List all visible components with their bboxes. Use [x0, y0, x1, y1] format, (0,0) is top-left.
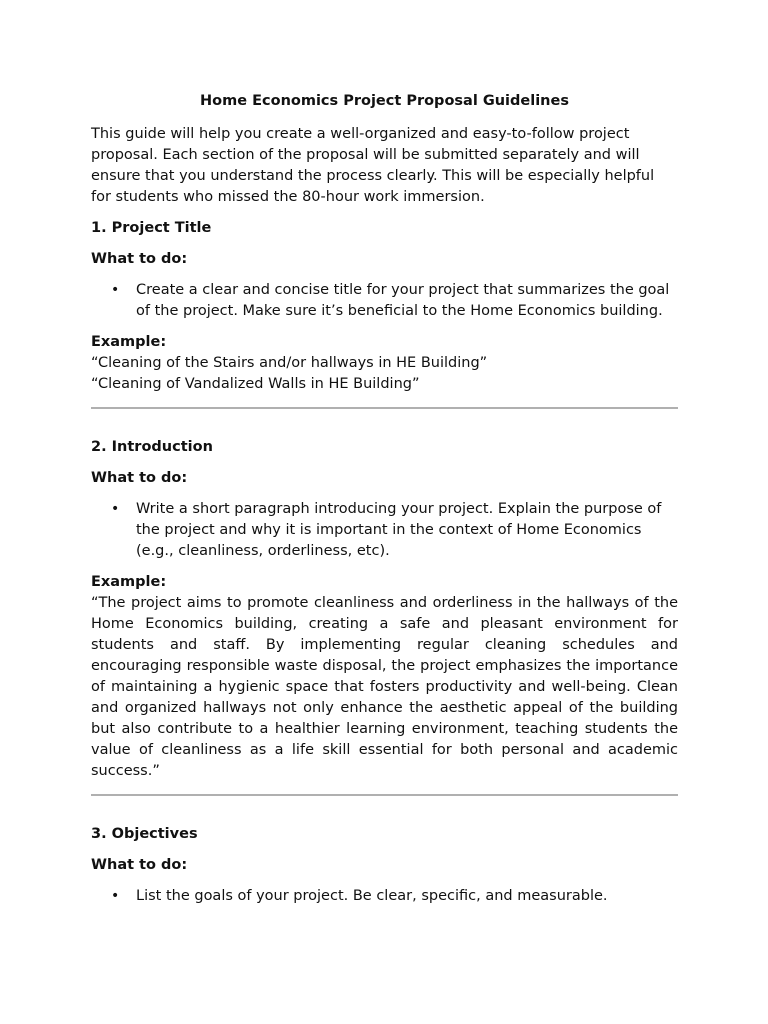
list-item — [91, 886, 678, 907]
bullet-icon: • — [111, 888, 120, 904]
example-line: “Cleaning of the Stairs and/or hallways in HE Building” — [91, 355, 488, 371]
intro-paragraph: This guide will help you create a well-organized and easy-to-follow project proposal. Each section of the proposal will be submitted separately and will ensure that you understand the process clearly. This will be especially helpful for students who missed the 80-hour work immersion. — [91, 126, 655, 205]
what-to-do-label: What to do: — [91, 470, 188, 486]
list-item-text: Write a short paragraph introducing your project. Explain the purpose of the project and why it is important in the context of Home Economics (e.g., cleanliness, orderliness, etc). — [136, 501, 662, 559]
document-page — [91, 88, 678, 917]
bullet-icon: • — [111, 282, 120, 298]
section-heading: 2. Introduction — [91, 439, 213, 455]
list-item-text: Create a clear and concise title for your project that summarizes the goal of the project. Make sure it’s beneficial to the Home Economics building. — [136, 282, 670, 319]
example-label: Example: — [91, 334, 167, 350]
section-divider — [91, 794, 678, 796]
example-line: “Cleaning of Vandalized Walls in HE Building” — [91, 376, 420, 392]
instruction-list — [91, 886, 678, 907]
instruction-list — [91, 499, 678, 562]
section-project-title — [91, 218, 678, 395]
section-heading: 1. Project Title — [91, 220, 212, 236]
section-introduction — [91, 437, 678, 782]
section-objectives — [91, 824, 678, 907]
section-heading: 3. Objectives — [91, 826, 198, 842]
list-item — [91, 499, 678, 562]
instruction-list — [91, 280, 678, 322]
list-item — [91, 280, 678, 322]
example-paragraph: “The project aims to promote cleanliness and orderliness in the hallways of the Home Economics building, creating a safe and pleasant environment for students and staff. By implementing regular cleaning schedules and encouraging responsible waste disposal, the project emphasizes the importance of maintaining a hygienic space that fosters productivity and well-being. Clean and organized hallways not only enhance the aesthetic appeal of the building but also contribute to a healthier learning environment, teaching students the value of cleanliness as a life skill essential for both personal and academic success.” — [91, 595, 678, 779]
section-divider — [91, 407, 678, 409]
document-title: Home Economics Project Proposal Guidelines — [200, 93, 569, 109]
list-item-text: List the goals of your project. Be clear, specific, and measurable. — [136, 888, 608, 904]
what-to-do-label: What to do: — [91, 857, 188, 873]
bullet-icon: • — [111, 501, 120, 517]
example-label: Example: — [91, 574, 167, 590]
what-to-do-label: What to do: — [91, 251, 188, 267]
